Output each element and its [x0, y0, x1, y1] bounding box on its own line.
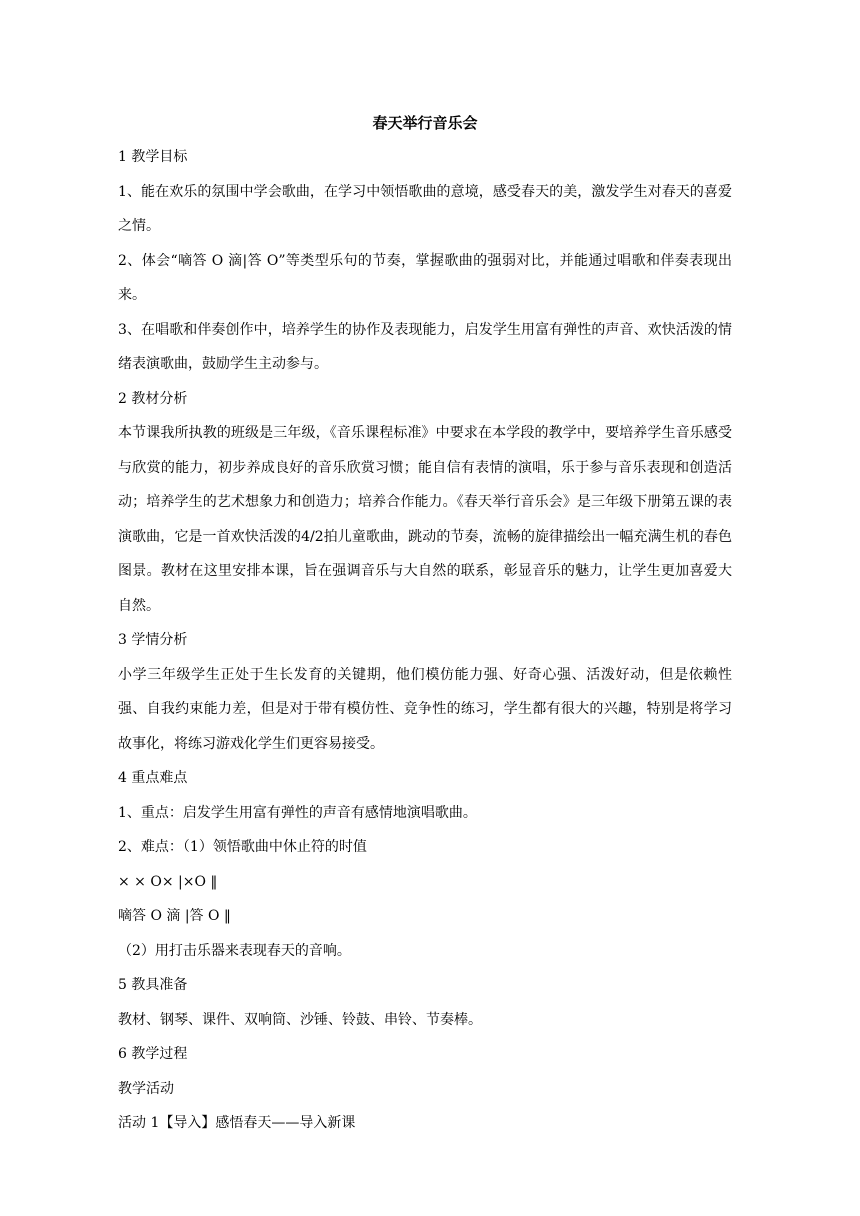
teaching-aids-list: 教材、钢琴、课件、双响筒、沙锤、铃鼓、串铃、节奏棒。	[118, 1011, 482, 1028]
teaching-activities-label: 教学活动	[118, 1080, 174, 1097]
section-heading-teaching-process: 6 教学过程	[118, 1046, 188, 1062]
section-heading-key-points: 4 重点难点	[118, 770, 188, 786]
document-body	[118, 106, 732, 1141]
activity-1: 活动 1【导入】感悟春天——导入新课	[118, 1115, 356, 1131]
section-heading-objectives: 1 教学目标	[118, 149, 188, 165]
document-title: 春天举行音乐会	[372, 114, 478, 132]
rhythm-notation: × × O× |×O ‖	[118, 873, 218, 890]
section-heading-material-analysis: 2 教材分析	[118, 390, 188, 407]
section-heading-student-analysis: 3 学情分析	[118, 632, 188, 648]
student-analysis-paragraph: 小学三年级学生正处于生长发育的关键期，他们模仿能力强、好奇心强、活泼好动，但是依赖性强、自我约束能力差，但是对于带有模仿性、竞争性的练习，学生都有很大的兴趣，特别是将学习故事化，将练习游戏化学生们更容易接受。	[118, 666, 732, 752]
key-point: 1、重点：启发学生用富有弹性的声音有感情地演唱歌曲。	[118, 804, 477, 821]
rhythm-lyrics: 嘀答 O 滴 |答 O ‖	[118, 908, 231, 924]
objective-2: 2、体会“嘀答 O 滴|答 O”等类型乐句的节奏，掌握歌曲的强弱对比，并能通过唱歌和伴奏表现出来。	[118, 252, 732, 303]
material-analysis-paragraph: 本节课我所执教的班级是三年级，《音乐课程标准》中要求在本学段的教学中，要培养学生音乐感受与欣赏的能力，初步养成良好的音乐欣赏习惯；能自信有表情的演唱，乐于参与音乐表现和创造活动；培养学生的艺术想象力和创造力；培养合作能力。《春天举行音乐会》是三年级下册第五课的表演歌曲，它是一首欢快活泼的4/2拍儿童歌曲，跳动的节奏，流畅的旋律描绘出一幅充满生机的春色图景。教材在这里安排本课，旨在强调音乐与大自然的联系，彰显音乐的魅力，让学生更加喜爱大自然。	[118, 425, 732, 614]
difficulty-point-2: （2）用打击乐器来表现春天的音响。	[118, 942, 351, 959]
difficulty-point: 2、难点：（1）领悟歌曲中休止符的时值	[118, 839, 367, 855]
objective-3: 3、在唱歌和伴奏创作中，培养学生的协作及表现能力，启发学生用富有弹性的声音、欢快活泼的情绪表演歌曲，鼓励学生主动参与。	[118, 321, 732, 372]
objective-1: 1、能在欢乐的氛围中学会歌曲，在学习中领悟歌曲的意境，感受春天的美，激发学生对春天的喜爱之情。	[118, 183, 732, 234]
section-heading-teaching-aids: 5 教具准备	[118, 977, 188, 993]
